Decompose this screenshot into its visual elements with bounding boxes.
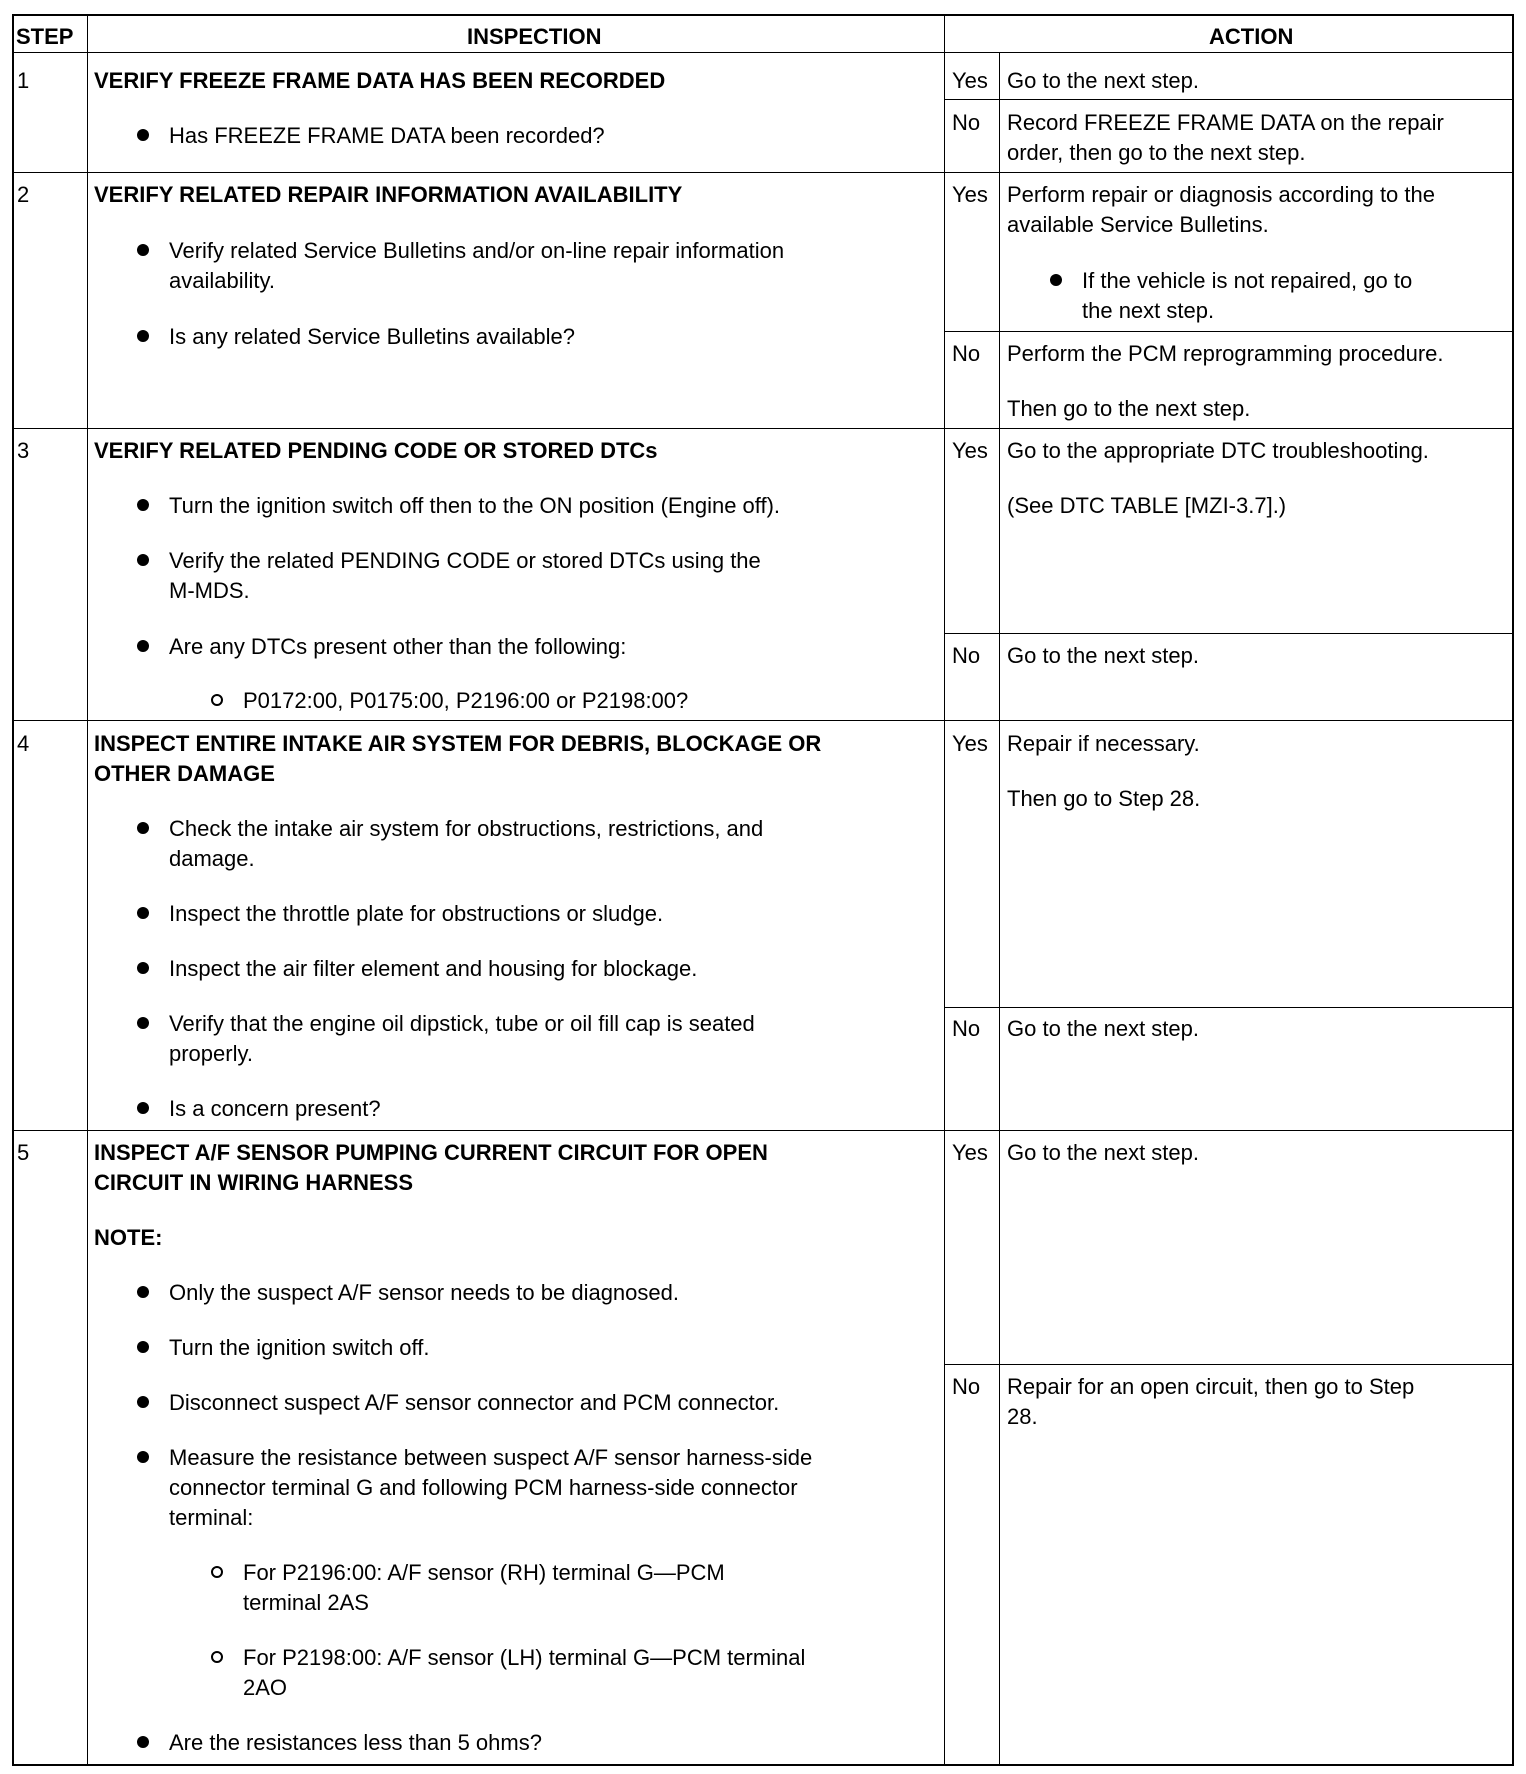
row-divider — [12, 172, 1514, 173]
bullet-icon — [137, 822, 149, 834]
inspection-bullet: Are the resistances less than 5 ohms? — [169, 1730, 542, 1755]
inspection-bullet: Only the suspect A/F sensor needs to be diagnosed. — [169, 1280, 679, 1305]
inspection-bullet: Are any DTCs present other than the following: — [169, 634, 627, 659]
row-divider — [12, 720, 1514, 721]
row-divider — [12, 428, 1514, 429]
step-title: VERIFY FREEZE FRAME DATA HAS BEEN RECORDED — [94, 68, 666, 93]
action-yes: Repair if necessary. — [1007, 731, 1200, 756]
header-step: STEP — [16, 24, 74, 49]
action-yes: Go to the next step. — [1007, 68, 1200, 93]
action-yes: Go to the appropriate DTC troubleshooting. — [1007, 438, 1429, 463]
inspection-sub-bullet: For P2198:00: A/F sensor (LH) terminal G—PCM terminal — [243, 1645, 806, 1670]
action-yes: Then go to Step 28. — [1007, 786, 1201, 811]
inspection-sub-bullet: P0172:00, P0175:00, P2196:00 or P2198:00? — [243, 688, 689, 713]
step-title: INSPECT ENTIRE INTAKE AIR SYSTEM FOR DEBRIS, BLOCKAGE OR — [94, 731, 822, 756]
inspection-bullet: terminal: — [169, 1505, 254, 1530]
inspection-bullet: Is any related Service Bulletins available? — [169, 324, 576, 349]
step-title: CIRCUIT IN WIRING HARNESS — [94, 1170, 413, 1195]
answer-divider — [944, 633, 1514, 634]
inspection-bullet: Turn the ignition switch off then to the ON position (Engine off). — [169, 493, 781, 518]
column-divider — [87, 14, 88, 1766]
action-no: Record FREEZE FRAME DATA on the repair — [1007, 110, 1444, 135]
action-yes: (See DTC TABLE [MZI-3.7].) — [1007, 493, 1287, 518]
inspection-bullet: damage. — [169, 846, 255, 871]
inspection-bullet: Disconnect suspect A/F sensor connector and PCM connector. — [169, 1390, 780, 1415]
step-number: 2 — [17, 182, 30, 207]
action-no: Repair for an open circuit, then go to Step — [1007, 1374, 1415, 1399]
action-yes-bullet: the next step. — [1082, 298, 1215, 323]
inspection-sub-bullet: 2AO — [243, 1675, 288, 1700]
inspection-bullet: Inspect the air filter element and housing for blockage. — [169, 956, 698, 981]
bullet-icon — [137, 129, 149, 141]
answer-divider — [944, 1364, 1514, 1365]
yes-label: Yes — [952, 731, 988, 756]
note-label: NOTE: — [94, 1225, 163, 1250]
action-no: 28. — [1007, 1404, 1038, 1429]
no-label: No — [952, 341, 981, 366]
inspection-bullet: Verify related Service Bulletins and/or on-line repair information — [169, 238, 785, 263]
action-yes: Go to the next step. — [1007, 1140, 1200, 1165]
action-yes: Perform repair or diagnosis according to the — [1007, 182, 1435, 207]
bullet-icon — [137, 907, 149, 919]
yes-label: Yes — [952, 438, 988, 463]
bullet-icon — [137, 1102, 149, 1114]
step-number: 5 — [17, 1140, 30, 1165]
bullet-icon — [137, 330, 149, 342]
sub-bullet-icon — [211, 694, 223, 706]
step-title: VERIFY RELATED REPAIR INFORMATION AVAILABILITY — [94, 182, 683, 207]
yes-label: Yes — [952, 68, 988, 93]
action-no: Perform the PCM reprogramming procedure. — [1007, 341, 1444, 366]
action-yes: available Service Bulletins. — [1007, 212, 1269, 237]
answer-divider — [944, 331, 1514, 332]
bullet-icon — [137, 554, 149, 566]
no-label: No — [952, 643, 981, 668]
row-divider — [12, 52, 1514, 53]
action-no: Go to the next step. — [1007, 643, 1200, 668]
bullet-icon — [137, 1341, 149, 1353]
inspection-bullet: Verify that the engine oil dipstick, tube or oil fill cap is seated — [169, 1011, 755, 1036]
inspection-bullet: properly. — [169, 1041, 253, 1066]
sub-bullet-icon — [211, 1651, 223, 1663]
yes-label: Yes — [952, 182, 988, 207]
inspection-bullet: Has FREEZE FRAME DATA been recorded? — [169, 123, 605, 148]
no-label: No — [952, 1016, 981, 1041]
step-title: OTHER DAMAGE — [94, 761, 275, 786]
sub-bullet-icon — [211, 1566, 223, 1578]
inspection-bullet: Measure the resistance between suspect A/F sensor harness-side — [169, 1445, 813, 1470]
inspection-bullet: Turn the ignition switch off. — [169, 1335, 430, 1360]
step-title: VERIFY RELATED PENDING CODE OR STORED DTCs — [94, 438, 658, 463]
inspection-sub-bullet: For P2196:00: A/F sensor (RH) terminal G—PCM — [243, 1560, 725, 1585]
bullet-icon — [1050, 274, 1062, 286]
bullet-icon — [137, 244, 149, 256]
bullet-icon — [137, 1451, 149, 1463]
row-divider — [12, 1130, 1514, 1131]
inspection-bullet: Check the intake air system for obstructions, restrictions, and — [169, 816, 764, 841]
column-divider — [999, 52, 1000, 1766]
step-number: 4 — [17, 731, 30, 756]
inspection-bullet: Verify the related PENDING CODE or stored DTCs using the — [169, 548, 761, 573]
bullet-icon — [137, 1396, 149, 1408]
answer-divider — [944, 99, 1514, 100]
bullet-icon — [137, 499, 149, 511]
step-title: INSPECT A/F SENSOR PUMPING CURRENT CIRCUIT FOR OPEN — [94, 1140, 768, 1165]
bullet-icon — [137, 640, 149, 652]
action-no: Go to the next step. — [1007, 1016, 1200, 1041]
no-label: No — [952, 110, 981, 135]
inspection-bullet: connector terminal G and following PCM harness-side connector — [169, 1475, 798, 1500]
inspection-bullet: M-MDS. — [169, 578, 250, 603]
inspection-bullet: availability. — [169, 268, 275, 293]
action-no: order, then go to the next step. — [1007, 140, 1306, 165]
column-divider — [944, 14, 945, 1766]
yes-label: Yes — [952, 1140, 988, 1165]
step-number: 3 — [17, 438, 30, 463]
bullet-icon — [137, 1017, 149, 1029]
bullet-icon — [137, 962, 149, 974]
header-action: ACTION — [1209, 24, 1294, 49]
no-label: No — [952, 1374, 981, 1399]
inspection-bullet: Is a concern present? — [169, 1096, 381, 1121]
bullet-icon — [137, 1286, 149, 1298]
step-number: 1 — [17, 68, 30, 93]
bullet-icon — [137, 1736, 149, 1748]
header-inspection: INSPECTION — [467, 24, 602, 49]
action-yes-bullet: If the vehicle is not repaired, go to — [1082, 268, 1413, 293]
action-no: Then go to the next step. — [1007, 396, 1251, 421]
inspection-sub-bullet: terminal 2AS — [243, 1590, 369, 1615]
answer-divider — [944, 1007, 1514, 1008]
inspection-bullet: Inspect the throttle plate for obstructions or sludge. — [169, 901, 664, 926]
